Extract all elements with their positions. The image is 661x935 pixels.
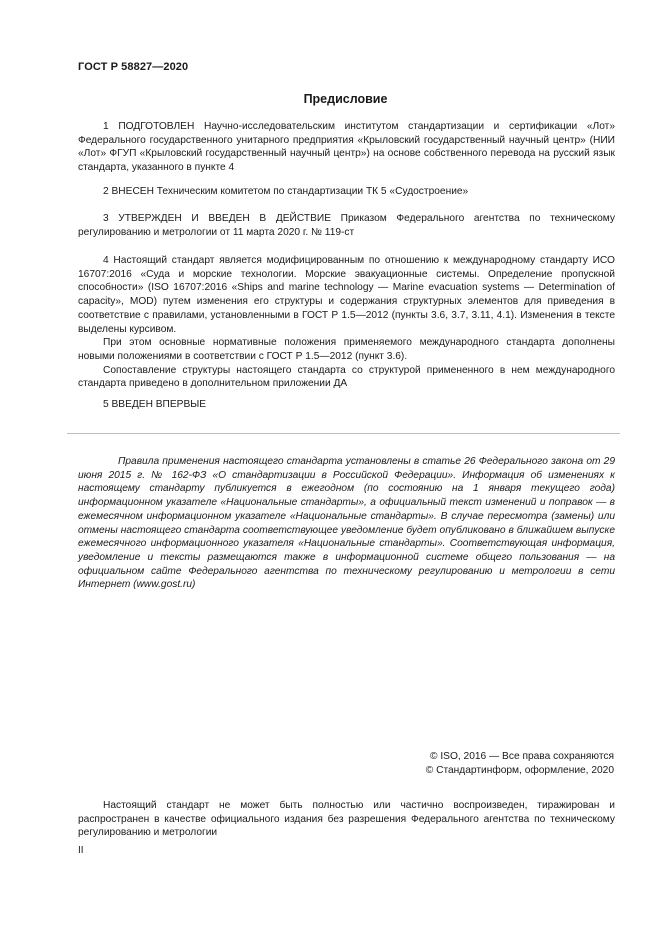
item-5-text: 5 ВВЕДЕН ВПЕРВЫЕ	[103, 399, 207, 410]
section-divider	[67, 433, 620, 434]
item-4-paragraph-3: Сопоставление структуры настоящего стандарта со структурой примененного в нем международного стандарта приведено в дополнительном приложении ДА	[78, 364, 615, 390]
item-3-text: 3 УТВЕРЖДЕН И ВВЕДЕН В ДЕЙСТВИЕ Приказом Федерального агентства по техническому регулированию и метрологии от 11 марта 2020 г. № 119-ст	[78, 213, 615, 238]
document-code: ГОСТ Р 58827—2020	[78, 61, 189, 73]
reproduction-notice: Настоящий стандарт не может быть полностью или частично воспроизведен, тиражирован и распространен в качестве официального издания без разрешения Федерального агентства по техническому регулированию и метрологии	[78, 800, 615, 839]
foreword-item-5	[78, 398, 615, 412]
item-4-paragraph-1: 4 Настоящий стандарт является модифицированным по отношению к международному стандарту ИСО 16707:2016 «Суда и морские технологии. Морские эвакуационные системы. Определение пропускной способности» (ISO 16707:2016 «Ships and marine technology — Marine evacuation systems — Determination of capacity», MOD) путем изменения его структуры и содержания структурных элементов для приведения в соответствие с правилами, установленными в ГОСТ Р 1.5—2012 (пункты 3.6, 3.7, 3.11, 4.1). Изменения в тексте выделены курсивом.	[78, 255, 615, 335]
item-4-paragraph-2: При этом основные нормативные положения применяемого международного стандарта дополнены новыми положениями в соответствии с ГОСТ Р 1.5—2012 (пункт 3.6).	[78, 337, 615, 362]
rules-notice: Правила применения настоящего стандарта установлены в статье 26 Федерального закона от 29 июня 2015 г. № 162-ФЗ «О стандартизации в Российской Федерации». Информация об изменениях к настоящему стандарту публикуется в ежегодном (по состоянию на 1 января текущего года) информационном указателе «Национальные стандарты», а официальный текст изменений и поправок — в ежемесячном информационном указателе «Национальные стандарты». В случае пересмотра (замены) или отмены настоящего стандарта соответствующее уведомление будет опубликовано в ближайшем выпуске ежемесячного информационного указателя «Национальные стандарты». Соответствующая информация, уведомление и тексты размещаются также в информационной системе общего пользования — на официальном сайте Федерального агентства по техническому регулированию и метрологии в сети Интернет (www.gost.ru)	[78, 456, 615, 591]
foreword-item-1	[78, 120, 615, 175]
copyright-standartinform: © Стандартинформ, оформление, 2020	[425, 765, 614, 776]
foreword-item-2	[78, 185, 615, 199]
item-2-text: 2 ВНЕСЕН Техническим комитетом по стандартизации ТК 5 «Судостроение»	[103, 186, 469, 197]
foreword-item-3	[78, 212, 615, 239]
page-number: II	[78, 845, 84, 856]
item-1-text: 1 ПОДГОТОВЛЕН Научно-исследовательским институтом стандартизации и сертификации «Лот» Федерального государственного унитарного предприятия «Крыловский государственный научный центр» (НИИ «Лот» ФГУП «Крыловский государственный научный центр») на основе собственного перевода на русский язык стандарта, указанного в пункте 4	[78, 121, 615, 174]
copyright-iso: © ISO, 2016 — Все права сохраняются	[430, 751, 614, 762]
foreword-item-4	[78, 254, 615, 391]
page-title: Предисловие	[303, 92, 388, 106]
